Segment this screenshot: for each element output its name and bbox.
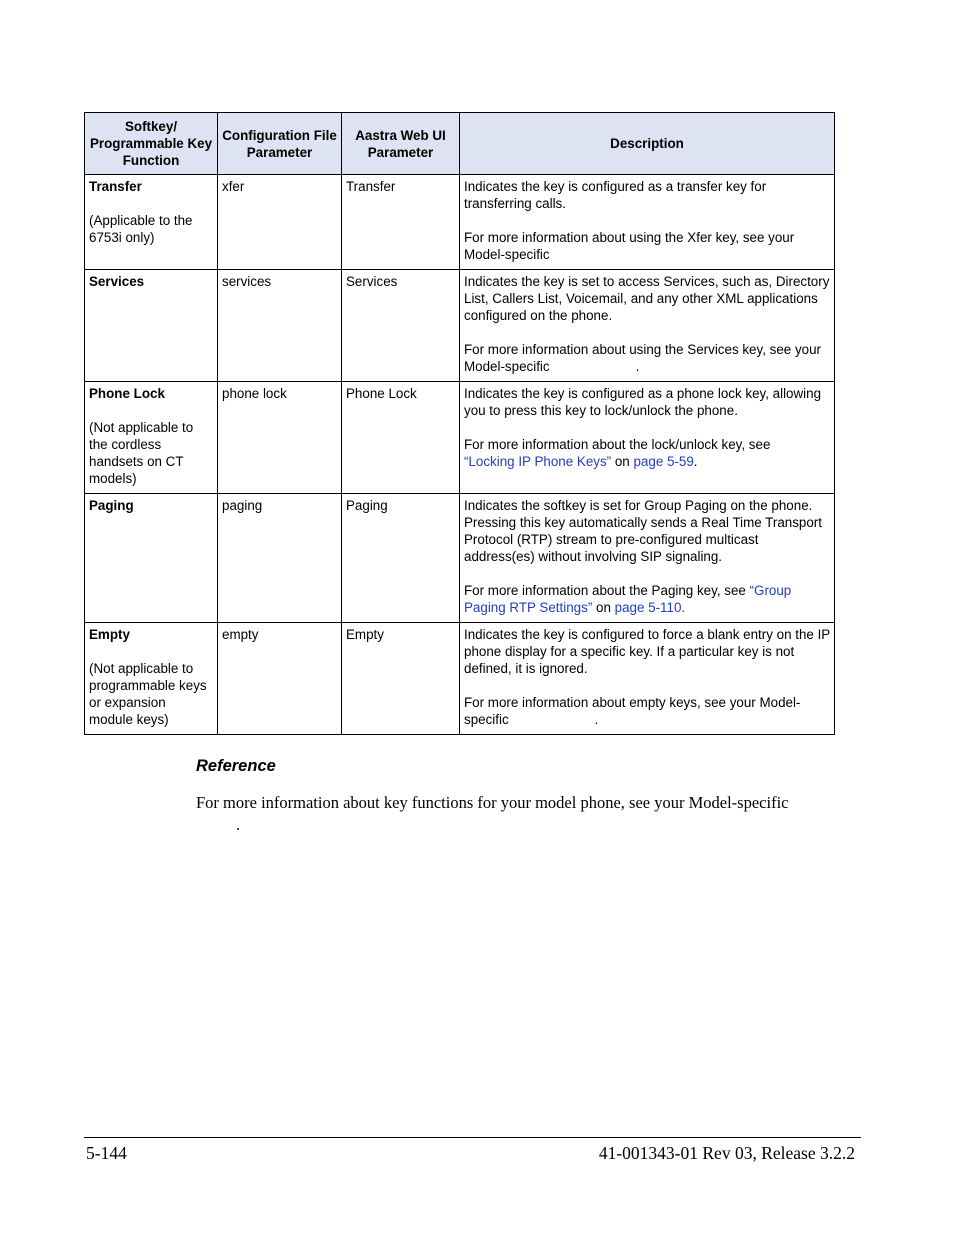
function-cell: [85, 175, 218, 270]
more-info-period: .: [693, 454, 698, 469]
description-more-info: [464, 436, 830, 470]
reference-heading: Reference: [196, 757, 276, 775]
page-number: 5-144: [86, 1143, 127, 1163]
config-parameter-cell: services: [218, 270, 342, 382]
table-row: [85, 382, 835, 494]
webui-parameter-cell: Transfer: [342, 175, 460, 270]
function-note: (Applicable to the 6753i only): [89, 213, 193, 245]
webui-parameter-cell: Empty: [342, 623, 460, 735]
link-connector: on: [592, 600, 615, 615]
description-text: Indicates the key is configured as a phone lock key, allowing you to press this key to lock/unlock the phone.: [464, 386, 822, 418]
function-cell: [85, 382, 218, 494]
page-link[interactable]: page 5-110: [614, 600, 682, 615]
config-parameter-cell: paging: [218, 494, 342, 623]
function-name: Transfer: [89, 179, 142, 194]
header-webui-parameter: Aastra Web UI Parameter: [342, 113, 460, 175]
webui-parameter-cell: Phone Lock: [342, 382, 460, 494]
document-id: 41-001343-01 Rev 03, Release 3.2.2: [598, 1143, 855, 1163]
description-cell: [460, 382, 835, 494]
header-softkey-function: Softkey/ Programmable Key Function: [85, 113, 218, 175]
more-info-period: .: [681, 600, 686, 615]
config-parameter-cell: phone lock: [218, 382, 342, 494]
table-row: [85, 175, 835, 270]
footer-divider: [84, 1137, 861, 1138]
locking-keys-link[interactable]: “Locking IP Phone Keys”: [464, 454, 612, 469]
config-parameter-cell: xfer: [218, 175, 342, 270]
function-name: Empty: [89, 627, 130, 642]
table-row: [85, 270, 835, 382]
webui-parameter-cell: Paging: [342, 494, 460, 623]
more-info-text: For more information about using the Services key, see your Model-specific: [464, 342, 822, 374]
table-header-row: [85, 113, 835, 175]
table-row: [85, 494, 835, 623]
more-info-text: For more information about the lock/unlock key, see: [464, 437, 771, 452]
table-row: [85, 623, 835, 735]
reference-body: For more information about key functions for your model phone, see your Model-specific: [196, 793, 789, 812]
webui-parameter-cell: Services: [342, 270, 460, 382]
function-name: Paging: [89, 498, 134, 513]
description-cell: [460, 494, 835, 623]
description-more-info: [464, 582, 830, 616]
description-cell: [460, 175, 835, 270]
config-parameter-cell: empty: [218, 623, 342, 735]
description-text: Indicates the key is configured to force a blank entry on the IP phone display for a specific key. If a particular key is not defined, it is ignored.: [464, 627, 830, 676]
reference-period: .: [236, 815, 241, 834]
more-info-period: .: [635, 359, 640, 374]
description-text: Indicates the key is set to access Services, such as, Directory List, Callers List, Voicemail, and any other XML applications configured on the phone.: [464, 274, 830, 323]
more-info-text: For more information about empty keys, see your Model-specific: [464, 695, 801, 727]
description-text: Indicates the key is configured as a transfer key for transferring calls.: [464, 179, 767, 211]
description-more-info: For more information about using the Xfer key, see your Model-specific: [464, 230, 795, 262]
function-name: Services: [89, 274, 145, 289]
function-note: (Not applicable to the cordless handsets on CT models): [89, 420, 194, 486]
function-cell: [85, 270, 218, 382]
function-cell: [85, 494, 218, 623]
description-cell: [460, 623, 835, 735]
description-more-info: [464, 341, 830, 375]
description-text: Indicates the softkey is set for Group Paging on the phone. Pressing this key automatically sends a Real Time Transport Protocol (RTP) stream to pre-configured multicast address(es) without involving SIP signaling.: [464, 498, 822, 564]
header-config-parameter: Configuration File Parameter: [218, 113, 342, 175]
description-more-info: [464, 694, 830, 728]
link-connector: on: [611, 454, 634, 469]
description-cell: [460, 270, 835, 382]
header-description: Description: [460, 113, 835, 175]
more-info-period: .: [594, 712, 599, 727]
reference-text: [196, 792, 846, 836]
function-cell: [85, 623, 218, 735]
page-link[interactable]: page 5-59: [633, 454, 694, 469]
key-function-table: [84, 112, 835, 735]
group-paging-link[interactable]: “Group Paging RTP Settings”: [464, 583, 792, 615]
function-note: (Not applicable to programmable keys or expansion module keys): [89, 661, 207, 727]
function-name: Phone Lock: [89, 386, 165, 401]
more-info-text: For more information about the Paging key, see: [464, 583, 750, 598]
